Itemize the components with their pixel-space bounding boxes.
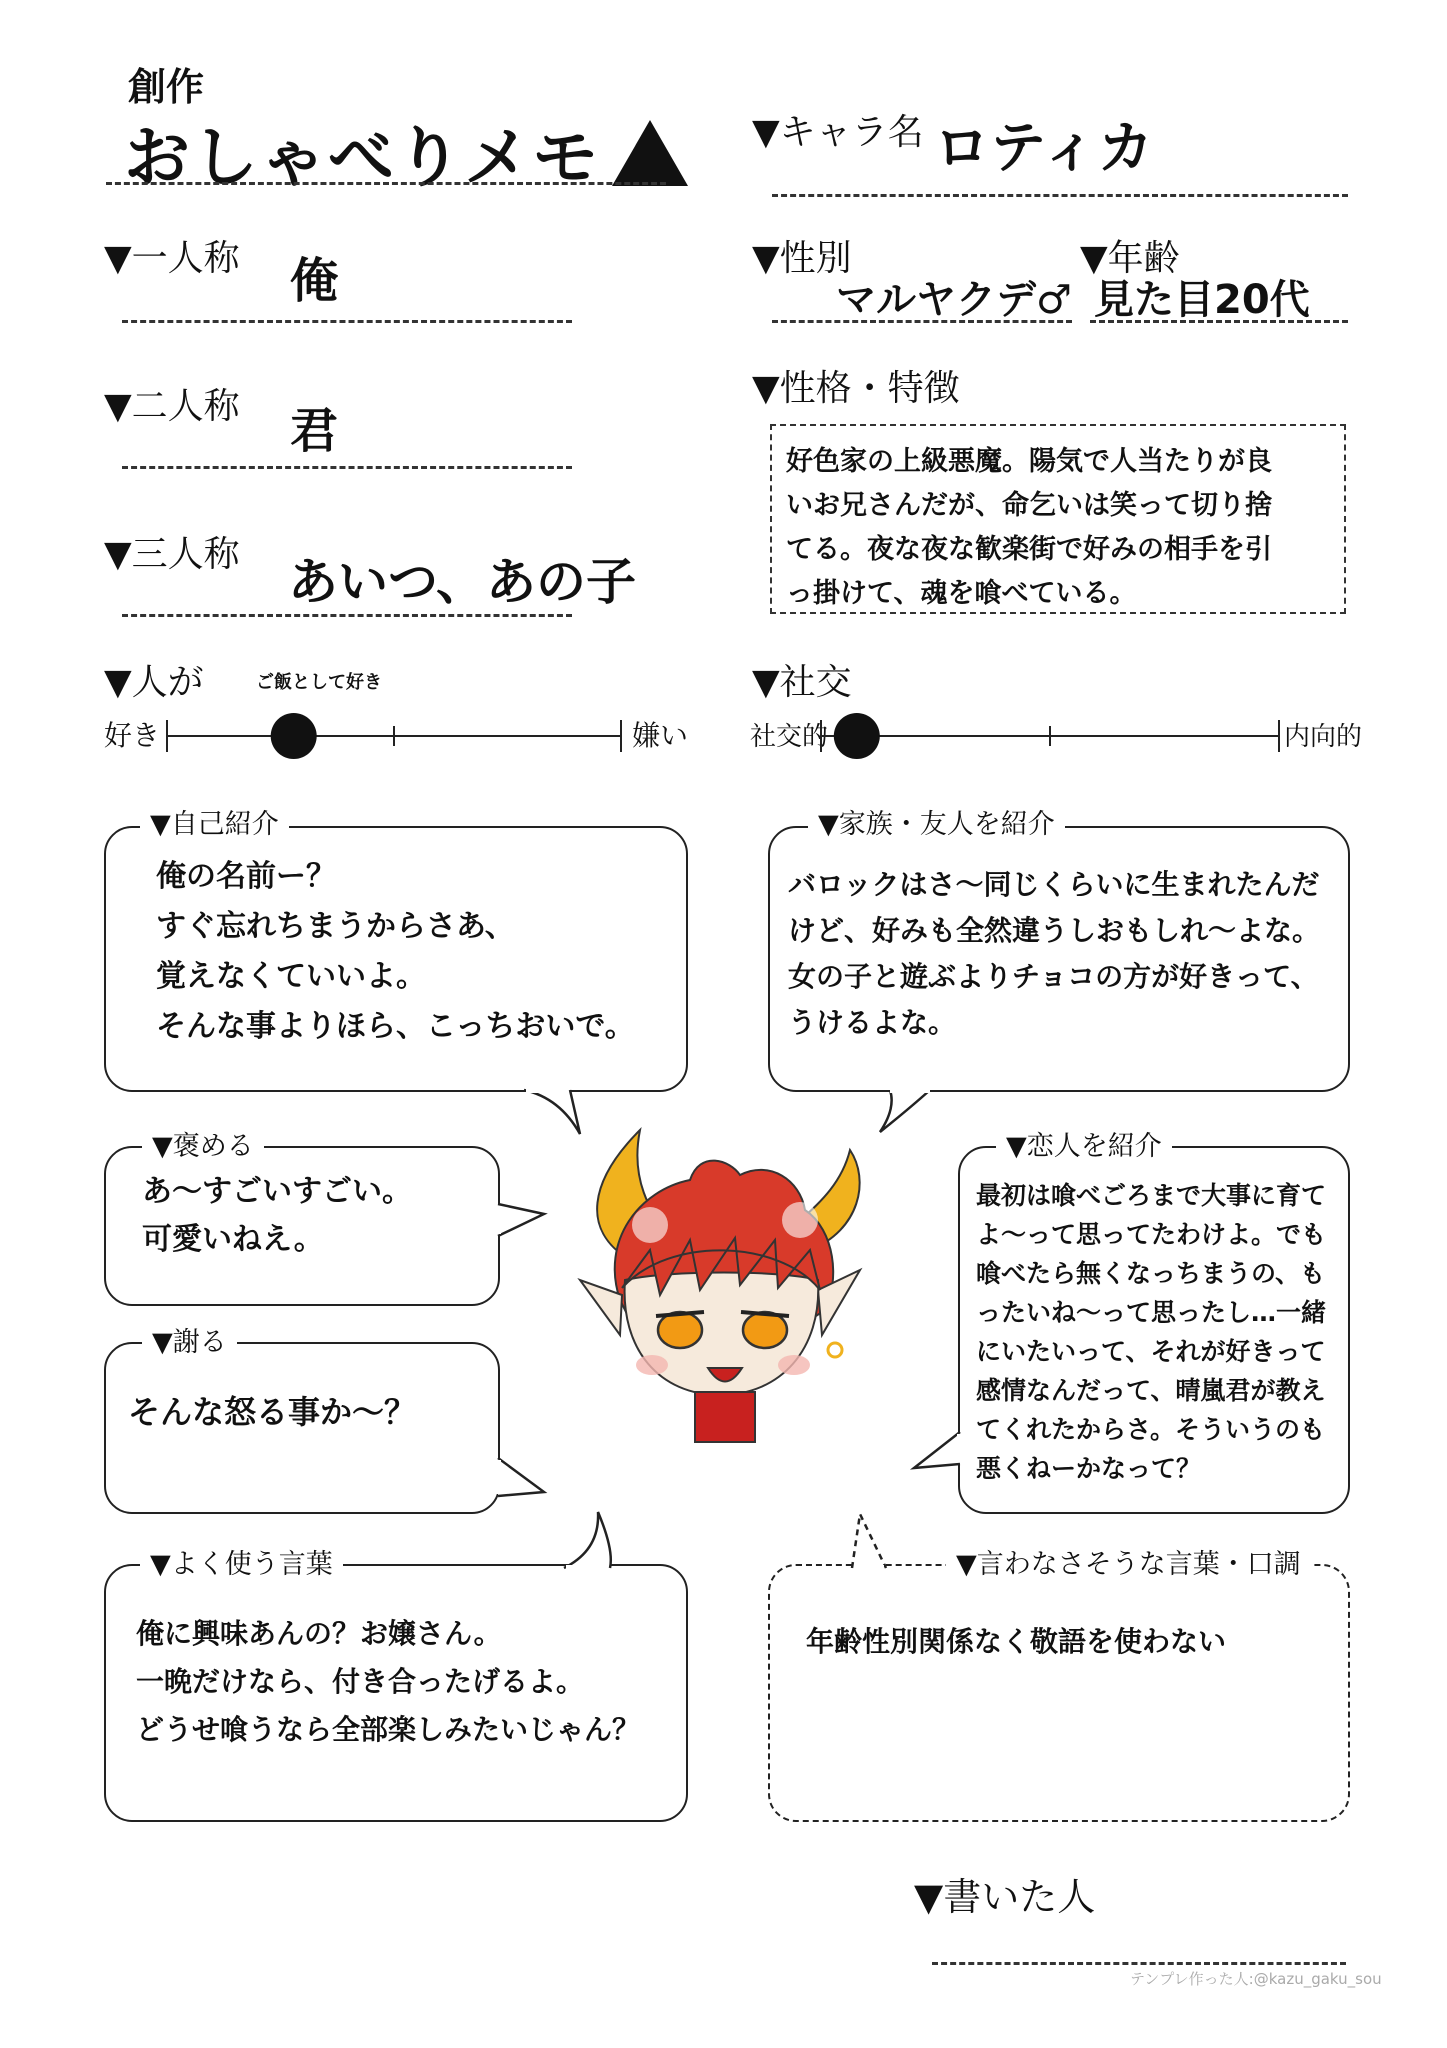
- left-ear: [580, 1280, 622, 1335]
- people-scale-left: 好き: [104, 719, 161, 752]
- left-eye: [658, 1312, 702, 1348]
- family-label: ▼家族・友人を紹介: [808, 808, 1065, 842]
- praise-label: ▼褒める: [142, 1130, 264, 1164]
- title-underline: [106, 182, 666, 185]
- template-credit: テンプレ作った人:@kazu_gaku_sou: [1130, 1970, 1382, 1988]
- social-scale-right: 内向的: [1284, 722, 1363, 752]
- name-label: ▼キャラ名: [752, 112, 924, 153]
- name-underline: [772, 194, 1348, 197]
- social-scale-marker: [834, 713, 880, 759]
- praise-tail: [496, 1196, 546, 1256]
- age-underline: [1090, 320, 1348, 323]
- gender-value: マルヤクデ♂: [836, 277, 1072, 323]
- age-label: ▼年齢: [1080, 238, 1180, 279]
- never-say-bubble: [768, 1564, 1350, 1822]
- self-intro-text: 俺の名前ー？ すぐ忘れちまうからさあ、 覚えなくていいよ。 そんな事よりほら、こっちおいで。: [156, 859, 635, 1044]
- page-title: おしゃべりメモ: [124, 119, 600, 196]
- apology-tail: [496, 1456, 546, 1516]
- third-person-label: ▼三人称: [104, 534, 240, 575]
- social-scale-left: 社交的: [750, 722, 829, 752]
- people-scale-note: ご飯として好き: [256, 672, 382, 693]
- gender-label: ▼性別: [752, 238, 852, 279]
- common-words-text: 俺に興味あんの？お嬢さん。 一晩だけなら、付き合ったげるよ。 どうせ喰うなら全部楽しみたいじゃん？: [136, 1617, 641, 1746]
- never-say-label: ▼言わなさそうな言葉・口調: [946, 1548, 1311, 1582]
- triangle-icon: [610, 118, 690, 188]
- second-person-value: 君: [290, 403, 339, 459]
- self-intro-label: ▼自己紹介: [140, 808, 289, 842]
- personality-label: ▼性格・特徴: [752, 368, 960, 409]
- lover-label: ▼恋人を紹介: [996, 1130, 1172, 1164]
- personality-text: 好色家の上級悪魔。陽気で人当たりが良 いお兄さんだが、命乞いは笑って切り捨 てる。夜な夜な歓楽街で好みの相手を引 っ掛けて、魂を喰べている。: [786, 446, 1272, 609]
- first-person-underline: [122, 320, 572, 323]
- apology-text: そんな怒る事か～？: [128, 1393, 417, 1431]
- social-scale-label: ▼社交: [752, 662, 852, 703]
- people-scale-track: [166, 712, 622, 760]
- people-scale-label: ▼人が: [104, 662, 204, 703]
- never-say-text: 年齢性別関係なく敬語を使わない: [806, 1625, 1227, 1658]
- second-person-label: ▼二人称: [104, 386, 240, 427]
- gender-underline: [772, 320, 1072, 323]
- character-portrait: [560, 1120, 890, 1450]
- writer-underline: [932, 1962, 1346, 1965]
- praise-text: あ～すごいすごい。 可愛いねえ。: [142, 1174, 412, 1257]
- people-scale-right: 嫌い: [632, 719, 689, 752]
- right-eye: [743, 1312, 787, 1348]
- first-person-value: 俺: [290, 253, 339, 309]
- lover-text: 最初は喰べごろまで大事に育て よ～って思ってたわけよ。でも 喰べたら無くなっちまうの、も ったいね～って思ったし…一緒 にいたいって、それが好きって 感情なんだって、晴嵐君が教え てくれたからさ。そういうのも 悪くねーかなって？: [976, 1181, 1327, 1483]
- never-say-tail: [846, 1512, 926, 1572]
- name-value: ロティカ: [934, 116, 1154, 181]
- writer-value[interactable]: [940, 1920, 1320, 1960]
- lover-tail: [912, 1424, 962, 1484]
- second-person-underline: [122, 466, 572, 469]
- third-person-underline: [122, 614, 572, 617]
- social-scale-track: [820, 712, 1280, 760]
- header-kicker: 創作: [128, 65, 205, 109]
- shirt: [695, 1392, 755, 1442]
- common-words-label: ▼よく使う言葉: [140, 1548, 343, 1582]
- first-person-label: ▼一人称: [104, 238, 240, 279]
- family-text: バロックはさ～同じくらいに生まれたんだ けど、好みも全然違うしおもしれ～よな。 女の子と遊ぶよりチョコの方が好きって、 うけるよな。: [788, 868, 1321, 1039]
- common-words-tail: [560, 1510, 620, 1570]
- apology-label: ▼謝る: [142, 1326, 237, 1360]
- people-scale-marker: [271, 713, 317, 759]
- writer-label: ▼書いた人: [914, 1875, 1096, 1919]
- third-person-value: あいつ、あの子: [288, 553, 636, 611]
- age-value: 見た目20代: [1094, 277, 1310, 323]
